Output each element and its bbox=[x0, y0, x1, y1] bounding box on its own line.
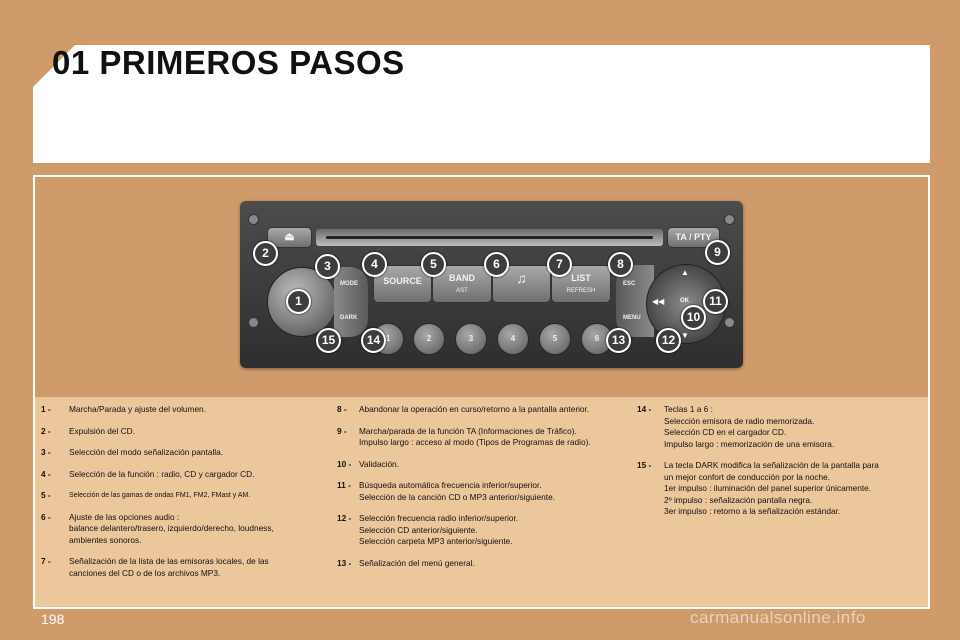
source-label: SOURCE bbox=[383, 276, 422, 286]
callout-3: 3 bbox=[315, 254, 340, 279]
legend-number: 6 - bbox=[41, 511, 51, 522]
callout-5: 5 bbox=[421, 252, 446, 277]
page-number: 198 bbox=[41, 611, 65, 627]
preset-button-1[interactable]: 1 bbox=[372, 323, 404, 355]
ta-pty-button[interactable]: TA / PTY bbox=[667, 227, 720, 248]
legend-item bbox=[41, 447, 331, 459]
callout-12: 12 bbox=[656, 328, 681, 353]
legend-item bbox=[41, 556, 331, 579]
page-title: 01 PRIMEROS PASOS bbox=[52, 44, 405, 81]
mode-label: MODE bbox=[340, 281, 358, 287]
preset-button-6[interactable]: 6 bbox=[581, 323, 613, 355]
watermark: carmanualsonline.info bbox=[690, 608, 866, 627]
legend-item bbox=[41, 469, 331, 481]
legend-number: 3 - bbox=[41, 447, 51, 457]
legend-item bbox=[337, 480, 637, 503]
legend-number: 9 - bbox=[337, 425, 347, 436]
legend-text: Marcha/Parada y ajuste del volumen. bbox=[69, 404, 206, 414]
preset-button-3[interactable]: 3 bbox=[455, 323, 487, 355]
legend-item bbox=[337, 426, 637, 449]
preset-button-2[interactable]: 2 bbox=[413, 323, 445, 355]
callout-14: 14 bbox=[361, 328, 386, 353]
legend-text: Selección de las gamas de ondas FM1, FM2, FMast y AM. bbox=[69, 492, 251, 499]
mode-dark-rocker[interactable] bbox=[334, 267, 368, 337]
legend-item bbox=[41, 404, 331, 416]
callout-7: 7 bbox=[547, 252, 572, 277]
legend-number: 1 - bbox=[41, 404, 51, 414]
callout-13: 13 bbox=[606, 328, 631, 353]
legend-number: 8 - bbox=[337, 404, 347, 414]
legend-text: Selección del modo señalización pantalla. bbox=[69, 447, 224, 457]
legend-item bbox=[41, 512, 331, 547]
legend-item bbox=[637, 460, 922, 518]
legend-text: Señalización de la lista de las emisoras locales, de las canciones del CD o de los archivos MP3. bbox=[69, 556, 269, 578]
cd-slot bbox=[316, 229, 663, 246]
preset-button-5[interactable]: 5 bbox=[539, 323, 571, 355]
screw bbox=[248, 317, 259, 328]
legend-column-3 bbox=[637, 404, 922, 528]
legend-text: Selección frecuencia radio inferior/superior. Selección CD anterior/siguiente. Selección carpeta MP3 anterior/siguiente. bbox=[359, 513, 519, 546]
ok-label: OK bbox=[680, 298, 689, 304]
callout-2: 2 bbox=[253, 241, 278, 266]
arrow-up-icon: ▲ bbox=[681, 268, 689, 277]
rewind-icon: ◀◀ bbox=[652, 297, 665, 306]
legend-number: 14 - bbox=[637, 404, 652, 414]
legend-number: 15 - bbox=[637, 460, 652, 470]
callout-11: 11 bbox=[703, 289, 728, 314]
arrow-down-icon: ▼ bbox=[681, 331, 689, 340]
legend-item bbox=[337, 404, 637, 416]
legend-text: Ajuste de las opciones audio : balance delantero/trasero, izquierdo/derecho, loudness, ambientes sonoros. bbox=[69, 511, 274, 545]
callout-10: 10 bbox=[681, 305, 706, 330]
eject-icon: ⏏ bbox=[284, 231, 295, 243]
legend-item bbox=[41, 426, 331, 438]
callout-8: 8 bbox=[608, 252, 633, 277]
legend-text: Búsqueda automática frecuencia inferior/superior. Selección de la canción CD o MP3 anterior/siguiente. bbox=[359, 480, 556, 502]
callout-15: 15 bbox=[316, 328, 341, 353]
list-sublabel: REFRESH bbox=[566, 288, 596, 294]
legend-number: 5 - bbox=[41, 490, 51, 500]
legend-item bbox=[337, 459, 637, 471]
legend-item bbox=[337, 513, 637, 548]
menu-label: MENU bbox=[623, 315, 641, 321]
legend-text: Marcha/parada de la función TA (Informaciones de Tráfico). Impulso largo : acceso al modo (Tipos de Programas de radio). bbox=[359, 425, 591, 447]
screw bbox=[724, 214, 735, 225]
legend-item bbox=[41, 490, 331, 502]
legend-number: 12 - bbox=[337, 513, 352, 523]
preset-button-4[interactable]: 4 bbox=[497, 323, 529, 355]
band-label: BAND bbox=[449, 273, 475, 283]
legend-text: Abandonar la operación en curso/retorno a la pantalla anterior. bbox=[359, 404, 590, 414]
legend-number: 2 - bbox=[41, 425, 51, 436]
legend-number: 4 - bbox=[41, 468, 51, 479]
esc-label: ESC bbox=[623, 281, 636, 287]
legend-text: Expulsión del CD. bbox=[69, 425, 135, 436]
dark-label: DARK bbox=[340, 315, 358, 321]
callout-6: 6 bbox=[484, 252, 509, 277]
legend-text: Selección de la función : radio, CD y cargador CD. bbox=[69, 468, 255, 479]
legend-text: Señalización del menú general. bbox=[359, 557, 475, 568]
screw bbox=[248, 214, 259, 225]
legend-number: 13 - bbox=[337, 557, 352, 568]
callout-4: 4 bbox=[362, 252, 387, 277]
screw bbox=[724, 317, 735, 328]
legend-text: Validación. bbox=[359, 458, 399, 469]
legend-item bbox=[337, 558, 637, 570]
legend-item bbox=[637, 404, 922, 450]
callout-9: 9 bbox=[705, 240, 730, 265]
legend-number: 10 - bbox=[337, 458, 352, 469]
music-note-icon: ♫ bbox=[516, 270, 527, 286]
callout-1: 1 bbox=[286, 289, 311, 314]
legend-text: Teclas 1 a 6 : Selección emisora de radio memorizada. Selección CD en el cargador CD. Impulso largo : memorización de una emisora. bbox=[664, 404, 835, 449]
legend-column-2 bbox=[337, 404, 637, 579]
legend-column-1 bbox=[41, 404, 331, 589]
list-label: LIST bbox=[571, 273, 591, 283]
legend-text: La tecla DARK modifica la señalización de la pantalla para un mejor confort de conducción por la noche. 1er impulso : iluminación del panel superior únicamente. 2º impulso : señalización pantalla negra. 3er impulso : retorno a la señalización estándar. bbox=[664, 460, 879, 516]
legend-number: 7 - bbox=[41, 556, 51, 566]
legend-number: 11 - bbox=[337, 480, 351, 490]
band-sublabel: AST bbox=[456, 288, 468, 294]
